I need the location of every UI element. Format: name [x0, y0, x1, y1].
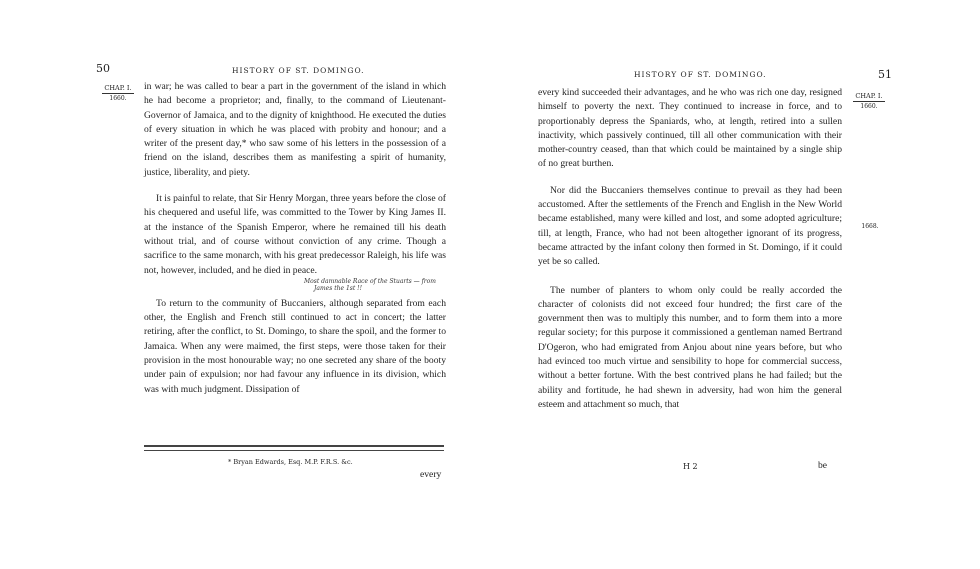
- right-paragraph-3: The number of planters to whom only could be really accorded the character of colonists did not exceed four hundred; the first care of the government then was to multiply this number, and to form them into a more regular society; for this purpose it commissioned a gentleman named Bertrand D'Ogeron, who had emigrated from Anjou about nine years before, but who had evinced too much virtue and sensibility to hope for commercial success, without a better fortune. With the best contrived plans he had failed; but the ability and fortitude, he had shewn in adversity, had won him the general esteem and attachment so much, that: [538, 284, 842, 410]
- left-margin-note: [96, 84, 140, 103]
- left-page-number: 50: [96, 62, 110, 75]
- handwritten-line-1: Most damnable Race of the Stuarts — from: [304, 277, 436, 285]
- left-footnote: * Bryan Edwards, Esq. M.P. F.R.S. &c.: [228, 458, 353, 466]
- right-body: [538, 86, 842, 412]
- right-paragraph-1: every kind succeeded their advantages, and he who was rich one day, resigned himself to poverty the next. They continued to increase in force, and to proportionably depress the Spaniards, who, at length, retired into a sullen inactivity, which passively continued, till all other communication with their mother-country ceased, than that which could be maintained by a single ship of no great burthen.: [538, 87, 842, 170]
- right-margin-year-top: 1660.: [860, 103, 878, 110]
- left-catchword: every: [420, 469, 442, 480]
- left-paragraph-1: in war; he was called to bear a part in the government of the island in which he had become a proprietor; and, finally, to the command of Lieutenant-Governor of Jamaica, and to the dignity of knighthood. He executed the duties of every situation in which he was placed with probity and honour; and a writer of the present day,* who saw some of his letters in the possession of a friend on the island, describes them as manifesting a spirit of humanity, justice, liberality, and piety.: [144, 81, 446, 178]
- handwritten-annotation: [304, 278, 446, 295]
- handwritten-line-2: James the 1st !!: [314, 284, 362, 292]
- right-margin-note: [846, 92, 892, 111]
- left-paragraph-3: To return to the community of Buccaniers, although separated from each other, the English and French still continued to act in concert; the latter retiring, after the conflict, to St. Domingo, to share the spoil, and the former to Jamaica. When any were maimed, the first steps, were those taken for their provision in the most honourable way; no one secreted any share of the booty under pain of expulsion; nor had favour any influence in its division, which was with much judgment. Dissipation of: [144, 297, 446, 395]
- footnote-rule: [144, 445, 444, 451]
- right-paragraph-2: Nor did the Buccaniers themselves continue to prevail as they had been accustomed. After the settlements of the French and English in the New World became established, many were killed and lost, and some adopted agriculture; till, at length, France, who had not been altogether ignorant of its progress, became attracted by the infant colony then formed in St. Domingo, if it could yet be so called.: [538, 184, 842, 268]
- right-margin-chap: CHAP. I.: [855, 92, 883, 100]
- right-margin-year-mid: 1668.: [861, 223, 879, 230]
- left-margin-chap: CHAP. I.: [104, 84, 132, 92]
- left-margin-year: 1660.: [109, 95, 127, 102]
- right-signature: H 2: [683, 462, 698, 471]
- right-page-number: 51: [878, 68, 892, 81]
- right-running-head: HISTORY OF ST. DOMINGO.: [634, 70, 767, 79]
- right-catchword: be: [818, 460, 828, 471]
- left-paragraph-2: It is painful to relate, that Sir Henry Morgan, three years before the close of his chequered and useful life, was committed to the Tower by King James II. at the instance of the Spanish Emperor, where he remained till his death without trial, and of course without conviction of any crime. Though a sacrifice to the same monarch, with his great predecessor Raleigh, his life was not, however, included, and he died in peace.: [144, 193, 446, 276]
- left-body: [144, 80, 446, 397]
- left-running-head: HISTORY OF ST. DOMINGO.: [232, 66, 365, 75]
